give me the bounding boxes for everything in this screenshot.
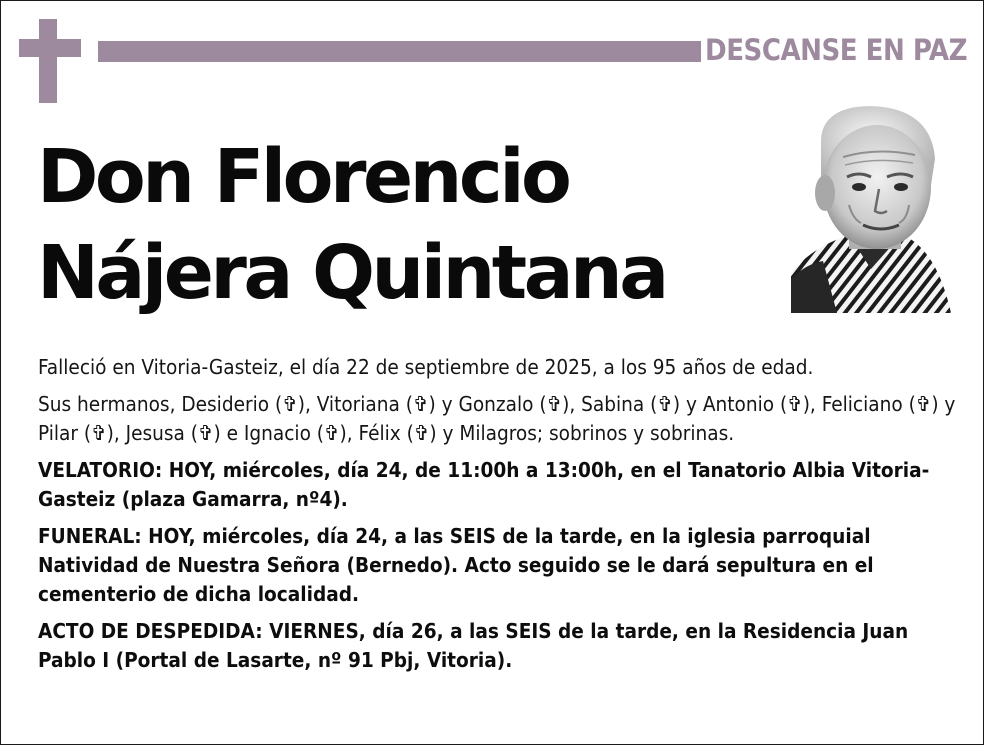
family-list: Sus hermanos, Desiderio (✞), Vitoriana (✞) y Gonzalo (✞), Sabina (✞) y Antonio (✞), Feliciano (✞) y Pilar (✞), Jesusa (✞) e Ignacio (✞), Félix (✞) y Milagros; sobrinos y sobrinas. bbox=[38, 392, 956, 445]
name-line-2: Nájera Quintana bbox=[37, 230, 666, 316]
deceased-name bbox=[37, 129, 757, 321]
farewell-info: ACTO DE DESPEDIDA: VIERNES, día 26, a las SEIS de la tarde, en la Residencia Juan Pablo I (Portal de Lasarte, nº 91 Pbj, Vitoria). bbox=[38, 619, 909, 672]
cross-horizontal-bar bbox=[19, 39, 81, 57]
velatorio-info: VELATORIO: HOY, miércoles, día 24, de 11:00h a 13:00h, en el Tanatorio Albia Vitoria-Gasteiz (plaza Gamarra, nº4). bbox=[38, 458, 930, 511]
latin-cross-icon bbox=[1, 1, 101, 111]
portrait-photo bbox=[791, 101, 951, 313]
header-rule bbox=[98, 41, 701, 62]
cross-vertical-bar bbox=[39, 19, 57, 103]
name-line-1: Don Florencio bbox=[37, 134, 569, 220]
death-statement: Falleció en Vitoria-Gasteiz, el día 22 de septiembre de 2025, a los 95 años de edad. bbox=[38, 355, 814, 379]
funeral-info: FUNERAL: HOY, miércoles, día 24, a las SEIS de la tarde, en la iglesia parroquial Natividad de Nuestra Señora (Bernedo). Acto seguido se le dará sepultura en el cementerio de dicha localidad. bbox=[38, 524, 874, 606]
header-label: DESCANSE EN PAZ bbox=[705, 33, 967, 67]
obituary-body bbox=[38, 353, 963, 683]
